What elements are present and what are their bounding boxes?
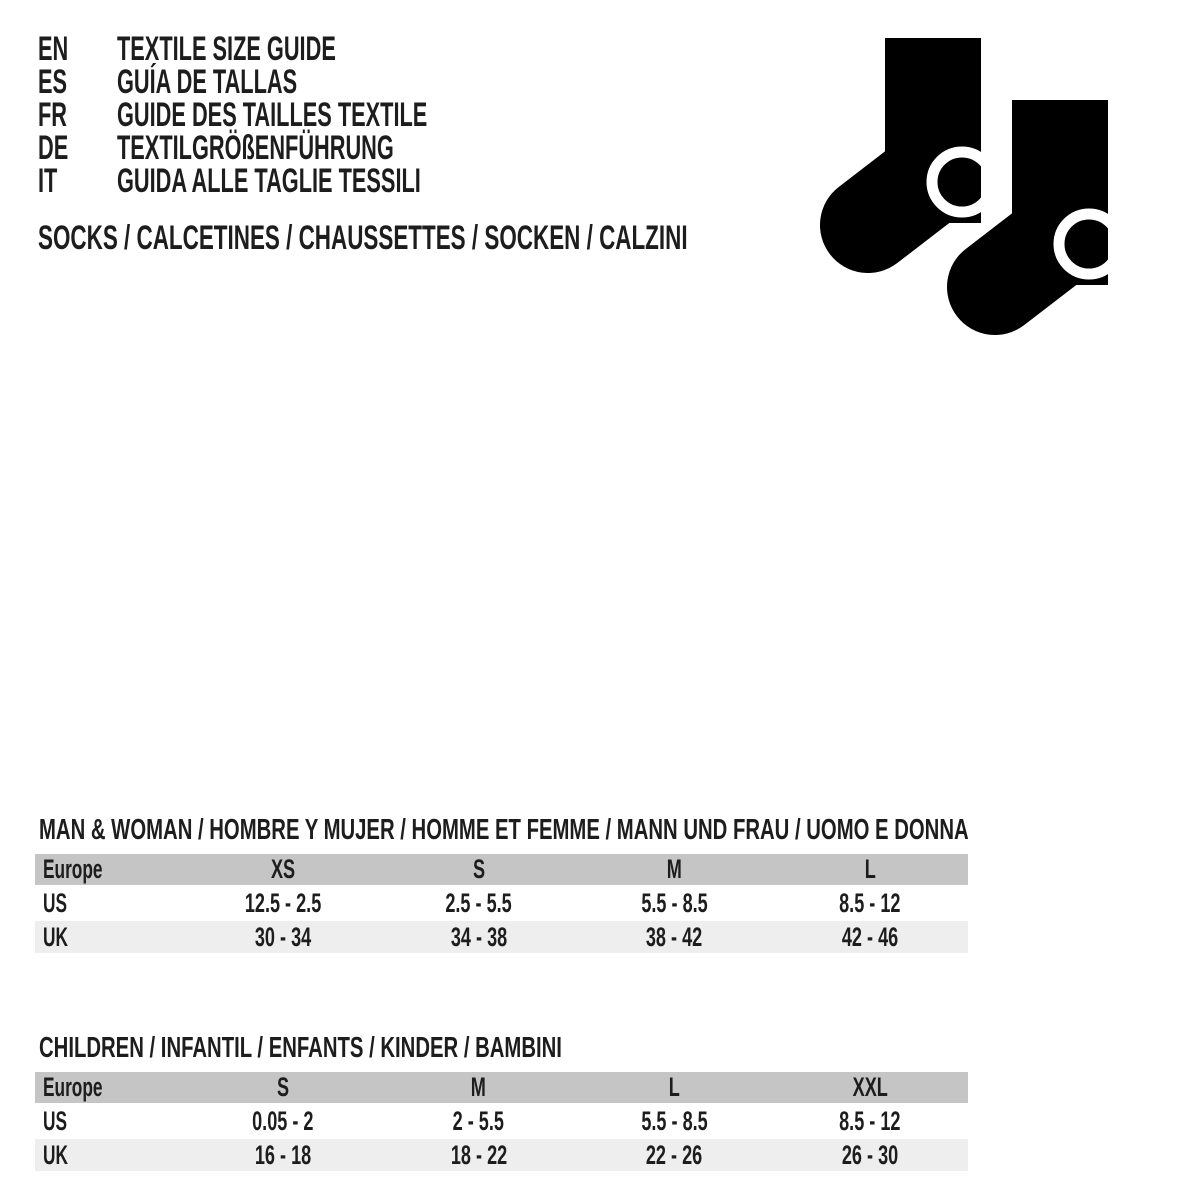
row-label: UK bbox=[35, 921, 185, 953]
lang-code: ES bbox=[38, 63, 68, 101]
children-size-section bbox=[35, 1034, 968, 1173]
table-row-us bbox=[35, 887, 968, 919]
size-cell: 0.05 - 2 bbox=[252, 1105, 314, 1136]
adults-table-title: MAN & WOMAN / HOMBRE Y MUJER / HOMME ET FEMME / MANN UND FRAU / UOMO E DONNA bbox=[39, 814, 969, 846]
size-cell: 8.5 - 12 bbox=[839, 1105, 901, 1136]
lang-code: FR bbox=[38, 96, 68, 134]
row-label: US bbox=[43, 887, 68, 918]
lang-title: GUIDA ALLE TAGLIE TESSILI bbox=[117, 162, 421, 200]
size-cell: 8.5 - 12 bbox=[839, 887, 901, 918]
column-header-size: XS bbox=[185, 854, 381, 885]
size-cell: 12.5 - 2.5 bbox=[244, 887, 322, 918]
row-label: UK bbox=[35, 1139, 185, 1171]
column-header-size: M bbox=[577, 854, 773, 885]
column-header-region: Europe bbox=[35, 1072, 185, 1103]
children-header-row bbox=[35, 1072, 968, 1103]
column-header-size: L bbox=[772, 854, 968, 885]
adults-header-row bbox=[35, 854, 968, 885]
size-cell: 38 - 42 bbox=[577, 921, 773, 953]
lang-title: GUÍA DE TALLAS bbox=[117, 63, 298, 101]
column-header-size: S bbox=[185, 1072, 381, 1103]
column-header-size: M bbox=[381, 1072, 577, 1103]
socks-icon bbox=[815, 32, 1115, 337]
size-cell: 5.5 - 8.5 bbox=[641, 887, 708, 918]
size-cell: 30 - 34 bbox=[185, 921, 381, 953]
lang-title: TEXTILGRÖßENFÜHRUNG bbox=[117, 129, 394, 167]
size-cell: 5.5 - 8.5 bbox=[641, 1105, 708, 1136]
size-cell: 34 - 38 bbox=[381, 921, 577, 953]
table-row-uk bbox=[35, 921, 968, 953]
row-label: US bbox=[43, 1105, 68, 1136]
column-header-size: XXL bbox=[772, 1072, 968, 1103]
size-cell: 22 - 26 bbox=[577, 1139, 773, 1171]
size-cell: 18 - 22 bbox=[381, 1139, 577, 1171]
size-cell: 26 - 30 bbox=[772, 1139, 968, 1171]
children-table-title: CHILDREN / INFANTIL / ENFANTS / KINDER / BAMBINI bbox=[39, 1032, 562, 1064]
column-header-size: S bbox=[381, 854, 577, 885]
column-header-size: L bbox=[577, 1072, 773, 1103]
column-header-region: Europe bbox=[35, 854, 185, 885]
category-heading: SOCKS / CALCETINES / CHAUSSETTES / SOCKEN / CALZINI bbox=[38, 219, 688, 257]
lang-code: DE bbox=[38, 129, 69, 167]
size-cell: 2.5 - 5.5 bbox=[445, 887, 512, 918]
children-size-table bbox=[35, 1070, 968, 1173]
lang-code: IT bbox=[38, 162, 58, 200]
adults-size-table bbox=[35, 852, 968, 955]
size-cell: 16 - 18 bbox=[185, 1139, 381, 1171]
lang-title: TEXTILE SIZE GUIDE bbox=[117, 30, 336, 68]
size-cell: 2 - 5.5 bbox=[452, 1105, 505, 1136]
table-row-uk bbox=[35, 1139, 968, 1171]
adults-size-section bbox=[35, 816, 968, 955]
table-row-us bbox=[35, 1105, 968, 1137]
size-cell: 42 - 46 bbox=[772, 921, 968, 953]
lang-title: GUIDE DES TAILLES TEXTILE bbox=[117, 96, 428, 134]
lang-code: EN bbox=[38, 30, 69, 68]
